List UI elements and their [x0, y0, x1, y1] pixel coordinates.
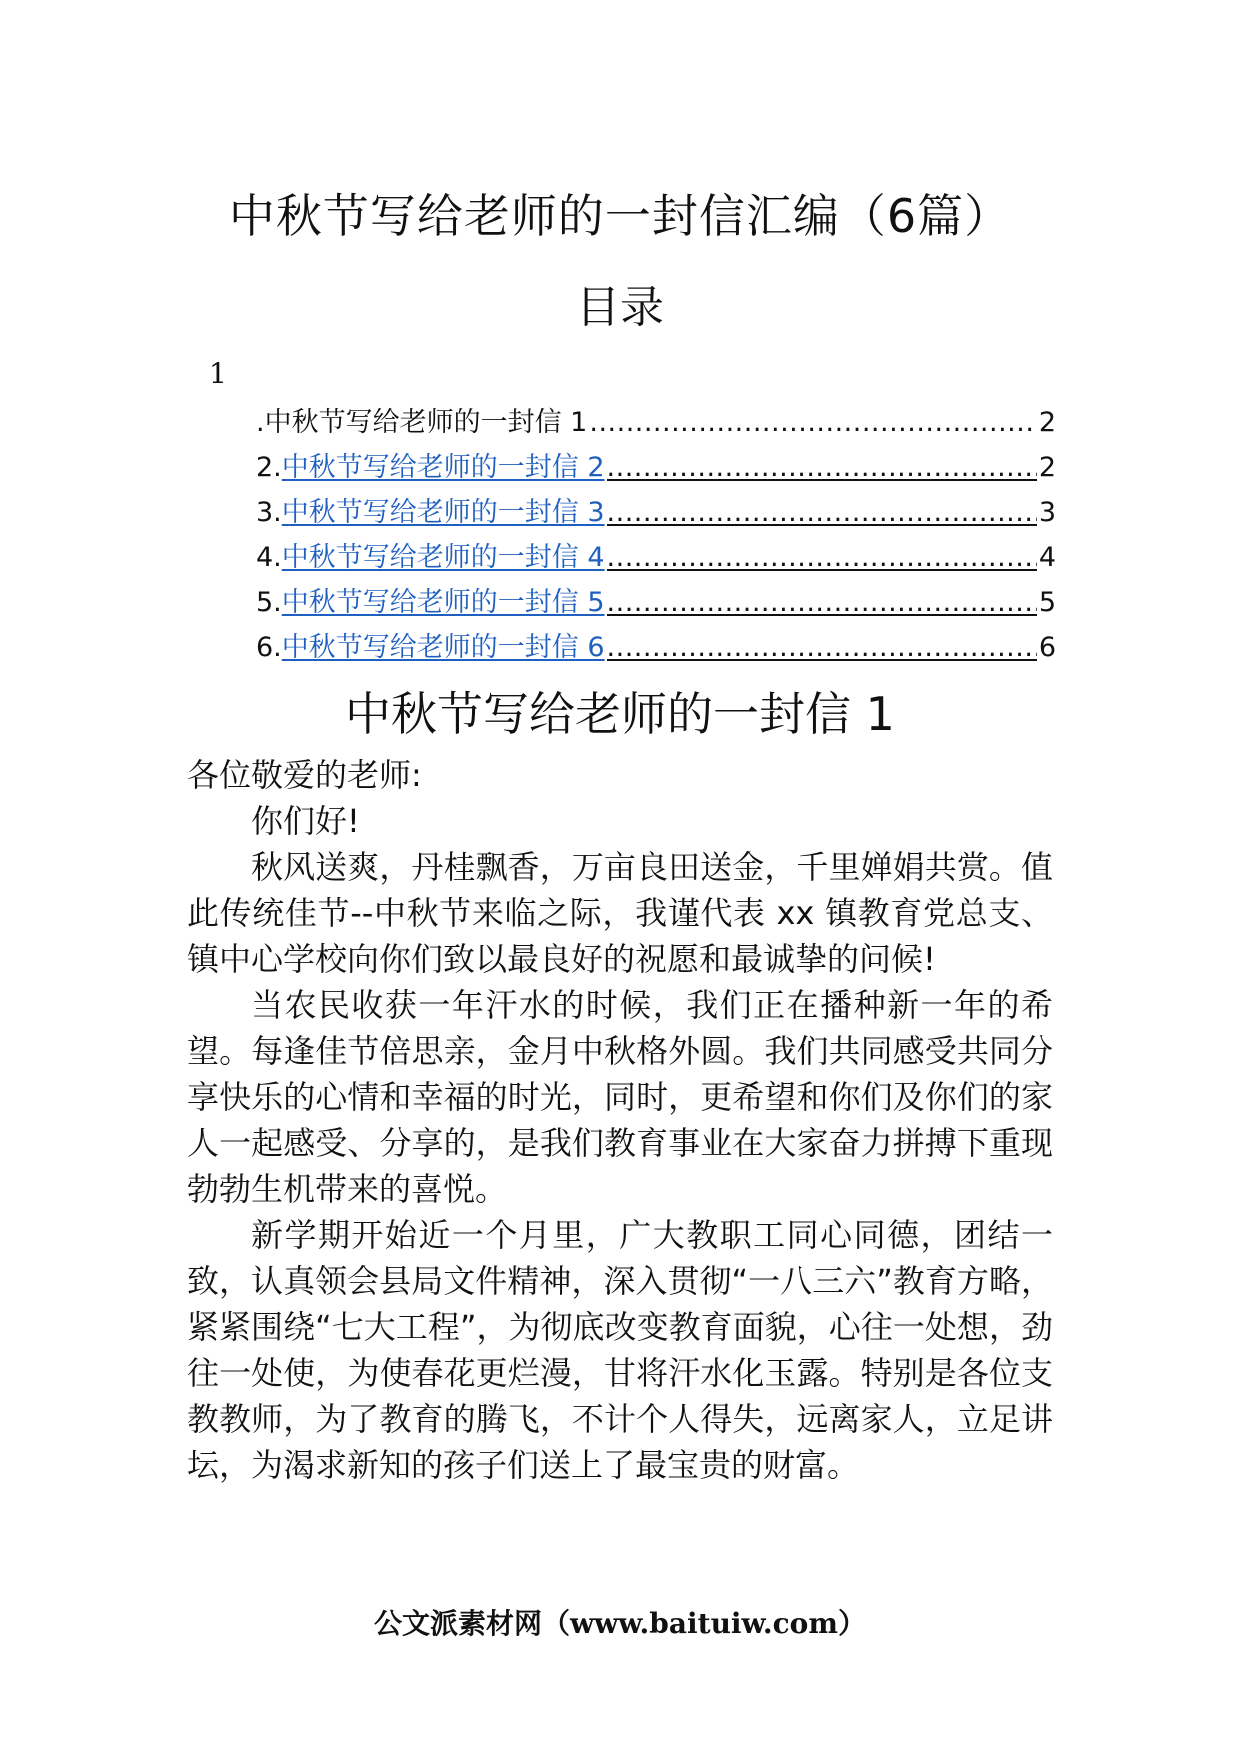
toc-entry-2[interactable] [256, 445, 1056, 490]
toc-entry-page: 6 [1038, 632, 1056, 663]
toc-entry-link[interactable]: 中秋节写给老师的一封信 5 [281, 587, 605, 618]
page-footer: 公文派素材网（www.baituiw.com） [374, 1607, 866, 1640]
toc-entry-number: 2. [256, 452, 282, 483]
toc-entry-page: 4 [1038, 542, 1056, 573]
toc-dot-leader [607, 580, 1037, 625]
toc-dot-leader [607, 535, 1037, 580]
toc-entry-number: 5. [256, 587, 282, 618]
toc-entry-page: 5 [1038, 587, 1056, 618]
letter-title: 中秋节写给老师的一封信 1 [345, 687, 895, 741]
toc-entry-link[interactable]: 中秋节写给老师的一封信 3 [281, 497, 605, 528]
letter-salutation: 各位敬爱的老师: [187, 756, 422, 794]
toc-stray-number: 1 [209, 357, 227, 390]
toc-heading: 目录 [576, 282, 664, 333]
document-title: 中秋节写给老师的一封信汇编（6篇） [228, 189, 1012, 243]
toc-entry-number: 3. [256, 497, 282, 528]
letter-paragraph: 当农民收获一年汗水的时候，我们正在播种新一年的希望。每逢佳节倍思亲，金月中秋格外圆。我们共同感受共同分享快乐的心情和幸福的时光，同时，更希望和你们及你们的家人一起感受、分享的，是我们教育事业在大家奋力拼搏下重现勃勃生机带来的喜悦。 [187, 986, 1053, 1208]
letter-body [187, 752, 1053, 1488]
toc-entry-link[interactable]: 中秋节写给老师的一封信 6 [281, 632, 605, 663]
toc-dot-leader [607, 490, 1037, 535]
toc-entry-4[interactable] [256, 535, 1056, 580]
toc-dot-leader [607, 625, 1037, 670]
toc-entry-1[interactable] [256, 400, 1056, 445]
table-of-contents [256, 400, 1056, 670]
toc-entry-link[interactable]: 中秋节写给老师的一封信 2 [281, 452, 605, 483]
toc-entry-number: 4. [256, 542, 282, 573]
toc-entry-link[interactable]: 中秋节写给老师的一封信 4 [281, 542, 605, 573]
toc-dot-leader [607, 445, 1037, 490]
toc-entry-label: 中秋节写给老师的一封信 1 [264, 407, 588, 438]
toc-entry-number: . [256, 407, 265, 438]
letter-paragraph: 新学期开始近一个月里，广大教职工同心同德，团结一致，认真领会县局文件精神，深入贯彻“一八三六”教育方略，紧紧围绕“七大工程”，为彻底改变教育面貌，心往一处想，劲往一处使，为使春花更烂漫，甘将汗水化玉露。特别是各位支教教师，为了教育的腾飞，不计个人得失，远离家人，立足讲坛，为渴求新知的孩子们送上了最宝贵的财富。 [187, 1216, 1053, 1484]
toc-entry-page: 3 [1038, 497, 1056, 528]
letter-paragraph: 秋风送爽，丹桂飘香，万亩良田送金，千里婵娟共赏。值此传统佳节--中秋节来临之际，我谨代表 xx 镇教育党总支、镇中心学校向你们致以最良好的祝愿和最诚挚的问候! [187, 848, 1053, 978]
toc-entry-number: 6. [256, 632, 282, 663]
toc-entry-6[interactable] [256, 625, 1056, 670]
letter-greeting: 你们好! [251, 802, 360, 840]
toc-entry-5[interactable] [256, 580, 1056, 625]
toc-entry-page: 2 [1038, 407, 1056, 438]
toc-entry-page: 2 [1038, 452, 1056, 483]
toc-dot-leader [589, 400, 1036, 445]
toc-entry-3[interactable] [256, 490, 1056, 535]
